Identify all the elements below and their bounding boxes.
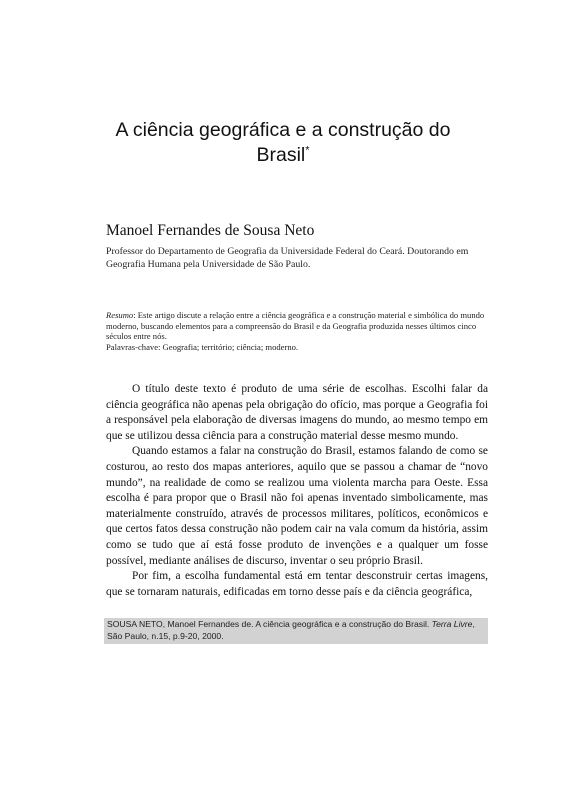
author-affiliation: Professor do Departamento de Geografia da Universidade Federal do Ceará. Doutorando em Geografia Humana pela Universidade de São Paulo. — [106, 246, 469, 270]
title-line-2 — [96, 143, 470, 168]
title-line-1: A ciência geográfica e a construção do — [115, 119, 451, 141]
abstract-text: : Este artigo discute a relação entre a ciência geográfica e a construção material e simbólica do mundo moderno, buscando elementos para a compreensão do Brasil e da Geografia produzida nesses últimos cinco séculos entre nós. — [106, 310, 485, 341]
footnote-mark: * — [305, 144, 310, 157]
article-title — [96, 118, 470, 168]
abstract-paragraph — [106, 310, 494, 342]
citation-text-a: SOUSA NETO, Manoel Fernandes de. A ciência geográfica e a construção do Brasil. — [107, 619, 432, 629]
body-paragraph-3: Por fim, a escolha fundamental está em tentar desconstruir certas imagens, que se tornaram naturais, edificadas em torno desse país e da ciência geográfica, — [106, 570, 488, 598]
title-word: Brasil — [256, 144, 306, 166]
body-paragraph-2: Quando estamos a falar na construção do Brasil, estamos falando de como se costurou, ao resto dos mapas anteriores, aquilo que se passou a chamar de “novo mundo”, na realidade de como se realizou uma violenta marcha para Oeste. Essa escolha é para propor que o Brasil não foi apenas inventado simbolicamente, mas materialmente construído, através de processos militares, políticos, econômicos e que certos fatos dessa construção não podem cair na vala comum da história, assim como se tudo que aí está fosse produto de invenções e a qualquer um fosse possível, mediante análises de discurso, inventar o seu próprio Brasil. — [106, 445, 488, 567]
abstract-label: Resumo — [106, 310, 134, 320]
citation-text-b: , São Paulo, n.15, p.9-20, 2000. — [107, 619, 475, 641]
body-text — [106, 382, 488, 600]
body-paragraph-1: O título deste texto é produto de uma série de escolhas. Escolhi falar da ciência geográfica não apenas pela obrigação do ofício, mas porque a Geografia foi a responsável pela elaboração de diversas imagens do mundo, ao mesmo tempo em que se utilizou dessa ciência para a construção material desse mesmo mundo. — [106, 383, 488, 442]
author-name: Manoel Fernandes de Sousa Neto — [106, 222, 315, 239]
abstract — [106, 310, 494, 352]
citation-footer — [104, 618, 488, 644]
citation-journal: Terra Livre — [431, 619, 473, 629]
keywords: Palavras-chave: Geografia; território; ciência; moderno. — [106, 341, 299, 352]
